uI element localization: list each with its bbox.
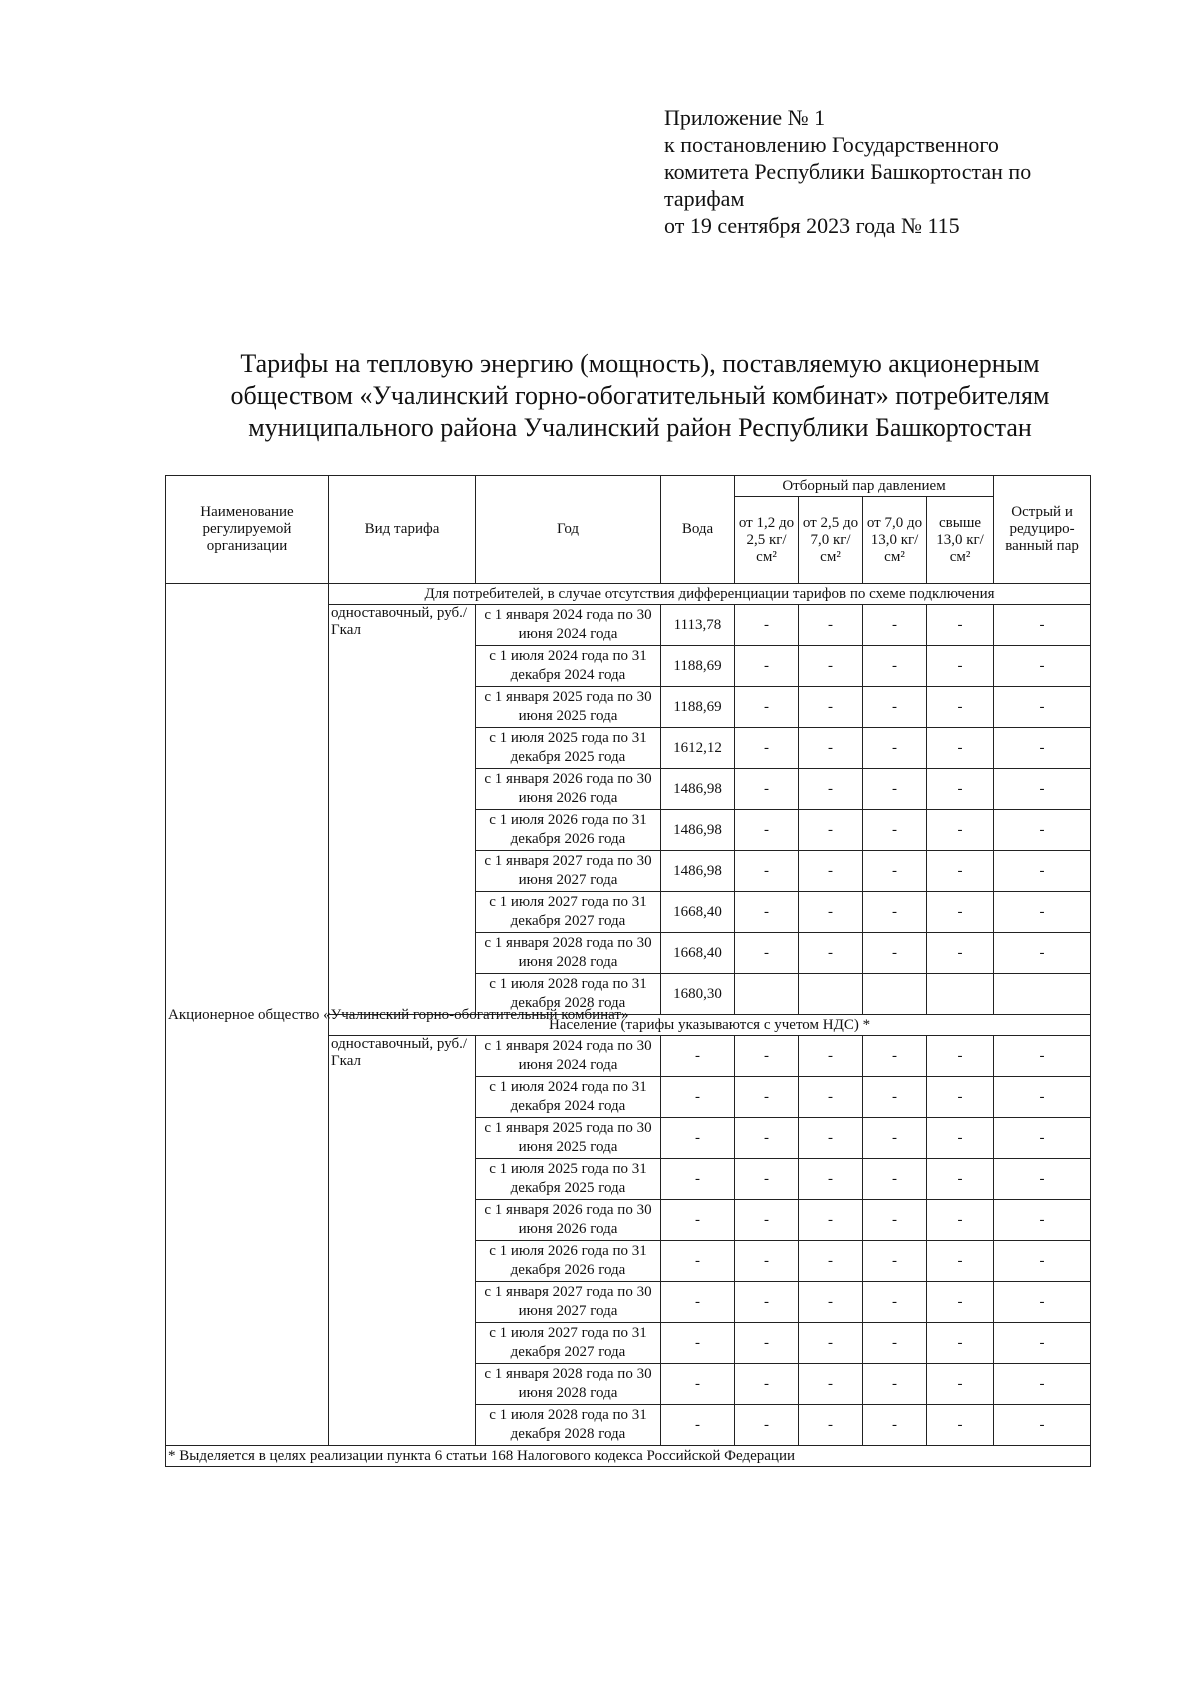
steam-value-s1: -	[735, 687, 799, 728]
water-value: -	[661, 1323, 735, 1364]
appendix-line: тарифам	[664, 186, 745, 211]
steam-value-s4: -	[927, 728, 994, 769]
header-steam-3: от 7,0 до 13,0 кг/см²	[863, 497, 927, 584]
steam-value-s4: -	[927, 1159, 994, 1200]
period-cell: с 1 января 2025 года по 30 июня 2025 года	[476, 1118, 661, 1159]
steam-value-s3: -	[863, 769, 927, 810]
title-line: муниципального района Учалинский район Республики Башкортостан	[248, 413, 1032, 442]
steam-value-s2: -	[799, 1118, 863, 1159]
header-water: Вода	[661, 476, 735, 584]
section-title: Для потребителей, в случае отсутствия дифференциации тарифов по схеме подключения	[329, 584, 1091, 605]
water-value: 1113,78	[661, 605, 735, 646]
steam-value-s3: -	[863, 1159, 927, 1200]
water-value: 1668,40	[661, 892, 735, 933]
steam-value-s1: -	[735, 605, 799, 646]
water-value: 1680,30	[661, 974, 735, 1015]
steam-value-s2: -	[799, 1159, 863, 1200]
steam-value-s2: -	[799, 769, 863, 810]
steam-value-sharp: -	[994, 769, 1091, 810]
steam-value-sharp: -	[994, 1241, 1091, 1282]
tariff-type-cell: одноставочный, руб./Гкал	[329, 605, 476, 1015]
steam-value-s4: -	[927, 892, 994, 933]
period-cell: с 1 января 2025 года по 30 июня 2025 года	[476, 687, 661, 728]
water-value: -	[661, 1118, 735, 1159]
header-year: Год	[476, 476, 661, 584]
water-value: -	[661, 1077, 735, 1118]
steam-value-s3: -	[863, 1282, 927, 1323]
footnote-row	[166, 1446, 1091, 1467]
steam-value-sharp: -	[994, 1036, 1091, 1077]
period-cell: с 1 июля 2028 года по 31 декабря 2028 года	[476, 1405, 661, 1446]
steam-value-s4	[927, 974, 994, 1015]
water-value: -	[661, 1282, 735, 1323]
water-value: 1188,69	[661, 646, 735, 687]
section-row	[166, 584, 1091, 605]
steam-value-s4: -	[927, 1200, 994, 1241]
steam-value-s2: -	[799, 892, 863, 933]
steam-value-s4: -	[927, 851, 994, 892]
steam-value-sharp: -	[994, 1118, 1091, 1159]
steam-value-s1: -	[735, 810, 799, 851]
title-line: Тарифы на тепловую энергию (мощность), поставляемую акционерным	[240, 349, 1040, 378]
water-value: -	[661, 1159, 735, 1200]
steam-value-s1: -	[735, 1241, 799, 1282]
steam-value-sharp: -	[994, 605, 1091, 646]
document-title	[170, 348, 1110, 444]
period-cell: с 1 июля 2024 года по 31 декабря 2024 года	[476, 646, 661, 687]
steam-value-s1: -	[735, 1036, 799, 1077]
steam-value-s3: -	[863, 892, 927, 933]
steam-value-sharp: -	[994, 933, 1091, 974]
steam-value-s2: -	[799, 728, 863, 769]
steam-value-s4: -	[927, 1323, 994, 1364]
steam-value-s3: -	[863, 1118, 927, 1159]
header-sharp-steam: Острый и редуциро-ванный пар	[994, 476, 1091, 584]
steam-value-sharp: -	[994, 1282, 1091, 1323]
appendix-line: от 19 сентября 2023 года № 115	[664, 213, 960, 238]
steam-value-s2: -	[799, 1405, 863, 1446]
steam-value-s3: -	[863, 728, 927, 769]
steam-value-s1: -	[735, 646, 799, 687]
steam-value-sharp: -	[994, 1077, 1091, 1118]
steam-value-s3	[863, 974, 927, 1015]
steam-value-sharp: -	[994, 1200, 1091, 1241]
steam-value-s3: -	[863, 933, 927, 974]
steam-value-s1: -	[735, 1159, 799, 1200]
org-name: Акционерное общество «Учалинский горно-обогатительный комбинат»	[166, 584, 329, 1446]
steam-value-sharp: -	[994, 1364, 1091, 1405]
period-cell: с 1 января 2028 года по 30 июня 2028 года	[476, 933, 661, 974]
steam-value-sharp: -	[994, 1159, 1091, 1200]
steam-value-s4: -	[927, 1405, 994, 1446]
steam-value-s2: -	[799, 1200, 863, 1241]
tariff-table	[165, 475, 1091, 1467]
steam-value-s3: -	[863, 687, 927, 728]
steam-value-s3: -	[863, 1405, 927, 1446]
water-value: 1188,69	[661, 687, 735, 728]
header-tariff-type: Вид тарифа	[329, 476, 476, 584]
section-title: Население (тарифы указываются с учетом НДС) *	[329, 1015, 1091, 1036]
steam-value-sharp: -	[994, 851, 1091, 892]
steam-value-s3: -	[863, 1077, 927, 1118]
steam-value-sharp	[994, 974, 1091, 1015]
water-value: 1612,12	[661, 728, 735, 769]
steam-value-s2: -	[799, 1323, 863, 1364]
steam-value-s3: -	[863, 646, 927, 687]
steam-value-s2: -	[799, 605, 863, 646]
header-steam-1: от 1,2 до 2,5 кг/см²	[735, 497, 799, 584]
steam-value-s1: -	[735, 1323, 799, 1364]
appendix-line: к постановлению Государственного	[664, 132, 999, 157]
period-cell: с 1 июля 2028 года по 31 декабря 2028 года	[476, 974, 661, 1015]
steam-value-s1: -	[735, 1282, 799, 1323]
steam-value-s4: -	[927, 605, 994, 646]
steam-value-sharp: -	[994, 1405, 1091, 1446]
steam-value-s2: -	[799, 933, 863, 974]
steam-value-s2: -	[799, 810, 863, 851]
steam-value-s4: -	[927, 933, 994, 974]
steam-value-s4: -	[927, 810, 994, 851]
steam-value-s2: -	[799, 1241, 863, 1282]
water-value: 1668,40	[661, 933, 735, 974]
steam-value-s2: -	[799, 1077, 863, 1118]
steam-value-sharp: -	[994, 810, 1091, 851]
header-steam-2: от 2,5 до 7,0 кг/см²	[799, 497, 863, 584]
steam-value-s1: -	[735, 1405, 799, 1446]
steam-value-s3: -	[863, 1241, 927, 1282]
water-value: 1486,98	[661, 851, 735, 892]
steam-value-s3: -	[863, 1036, 927, 1077]
steam-value-s3: -	[863, 605, 927, 646]
steam-value-s3: -	[863, 851, 927, 892]
steam-value-sharp: -	[994, 728, 1091, 769]
steam-value-s4: -	[927, 1118, 994, 1159]
steam-value-s1: -	[735, 933, 799, 974]
steam-value-sharp: -	[994, 892, 1091, 933]
steam-value-s1: -	[735, 1118, 799, 1159]
steam-value-s3: -	[863, 810, 927, 851]
steam-value-sharp: -	[994, 687, 1091, 728]
period-cell: с 1 января 2026 года по 30 июня 2026 года	[476, 769, 661, 810]
steam-value-s4: -	[927, 1241, 994, 1282]
water-value: -	[661, 1241, 735, 1282]
tariff-type-cell: одноставочный, руб./Гкал	[329, 1036, 476, 1446]
period-cell: с 1 января 2024 года по 30 июня 2024 года	[476, 1036, 661, 1077]
steam-value-s4: -	[927, 1036, 994, 1077]
steam-value-s2: -	[799, 1364, 863, 1405]
steam-value-s1: -	[735, 892, 799, 933]
steam-value-s3: -	[863, 1323, 927, 1364]
water-value: 1486,98	[661, 810, 735, 851]
steam-value-s2: -	[799, 1036, 863, 1077]
period-cell: с 1 января 2027 года по 30 июня 2027 года	[476, 1282, 661, 1323]
period-cell: с 1 июля 2027 года по 31 декабря 2027 года	[476, 1323, 661, 1364]
period-cell: с 1 июля 2025 года по 31 декабря 2025 года	[476, 728, 661, 769]
header-steam-4: свыше 13,0 кг/см²	[927, 497, 994, 584]
steam-value-s3: -	[863, 1364, 927, 1405]
steam-value-s2: -	[799, 687, 863, 728]
steam-value-s4: -	[927, 769, 994, 810]
period-cell: с 1 января 2026 года по 30 июня 2026 года	[476, 1200, 661, 1241]
steam-value-s1: -	[735, 851, 799, 892]
water-value: -	[661, 1200, 735, 1241]
steam-value-s1: -	[735, 1364, 799, 1405]
steam-value-s2	[799, 974, 863, 1015]
appendix-line: Приложение № 1	[664, 105, 826, 130]
steam-value-s4: -	[927, 1282, 994, 1323]
footnote: * Выделяется в целях реализации пункта 6 статьи 168 Налогового кодекса Российской Федерации	[166, 1446, 1091, 1467]
period-cell: с 1 июля 2024 года по 31 декабря 2024 года	[476, 1077, 661, 1118]
period-cell: с 1 июля 2026 года по 31 декабря 2026 года	[476, 1241, 661, 1282]
steam-value-sharp: -	[994, 1323, 1091, 1364]
period-cell: с 1 июля 2027 года по 31 декабря 2027 года	[476, 892, 661, 933]
water-value: -	[661, 1405, 735, 1446]
water-value: 1486,98	[661, 769, 735, 810]
appendix-block	[664, 104, 1104, 239]
steam-value-s1: -	[735, 769, 799, 810]
period-cell: с 1 января 2024 года по 30 июня 2024 года	[476, 605, 661, 646]
period-cell: с 1 января 2028 года по 30 июня 2028 года	[476, 1364, 661, 1405]
steam-value-s2: -	[799, 851, 863, 892]
steam-value-s4: -	[927, 1077, 994, 1118]
header-org: Наименование регулируемой организации	[166, 476, 329, 584]
steam-value-s1: -	[735, 1077, 799, 1118]
steam-value-s4: -	[927, 687, 994, 728]
steam-value-s4: -	[927, 1364, 994, 1405]
steam-value-s2: -	[799, 1282, 863, 1323]
period-cell: с 1 января 2027 года по 30 июня 2027 года	[476, 851, 661, 892]
appendix-line: комитета Республики Башкортостан по	[664, 159, 1032, 184]
period-cell: с 1 июля 2026 года по 31 декабря 2026 года	[476, 810, 661, 851]
steam-value-s1	[735, 974, 799, 1015]
water-value: -	[661, 1364, 735, 1405]
water-value: -	[661, 1036, 735, 1077]
steam-value-s2: -	[799, 646, 863, 687]
title-line: обществом «Учалинский горно-обогатительный комбинат» потребителям	[230, 381, 1050, 410]
header-steam-group: Отборный пар давлением	[735, 476, 994, 497]
steam-value-s1: -	[735, 728, 799, 769]
steam-value-s4: -	[927, 646, 994, 687]
steam-value-s1: -	[735, 1200, 799, 1241]
period-cell: с 1 июля 2025 года по 31 декабря 2025 года	[476, 1159, 661, 1200]
steam-value-s3: -	[863, 1200, 927, 1241]
steam-value-sharp: -	[994, 646, 1091, 687]
